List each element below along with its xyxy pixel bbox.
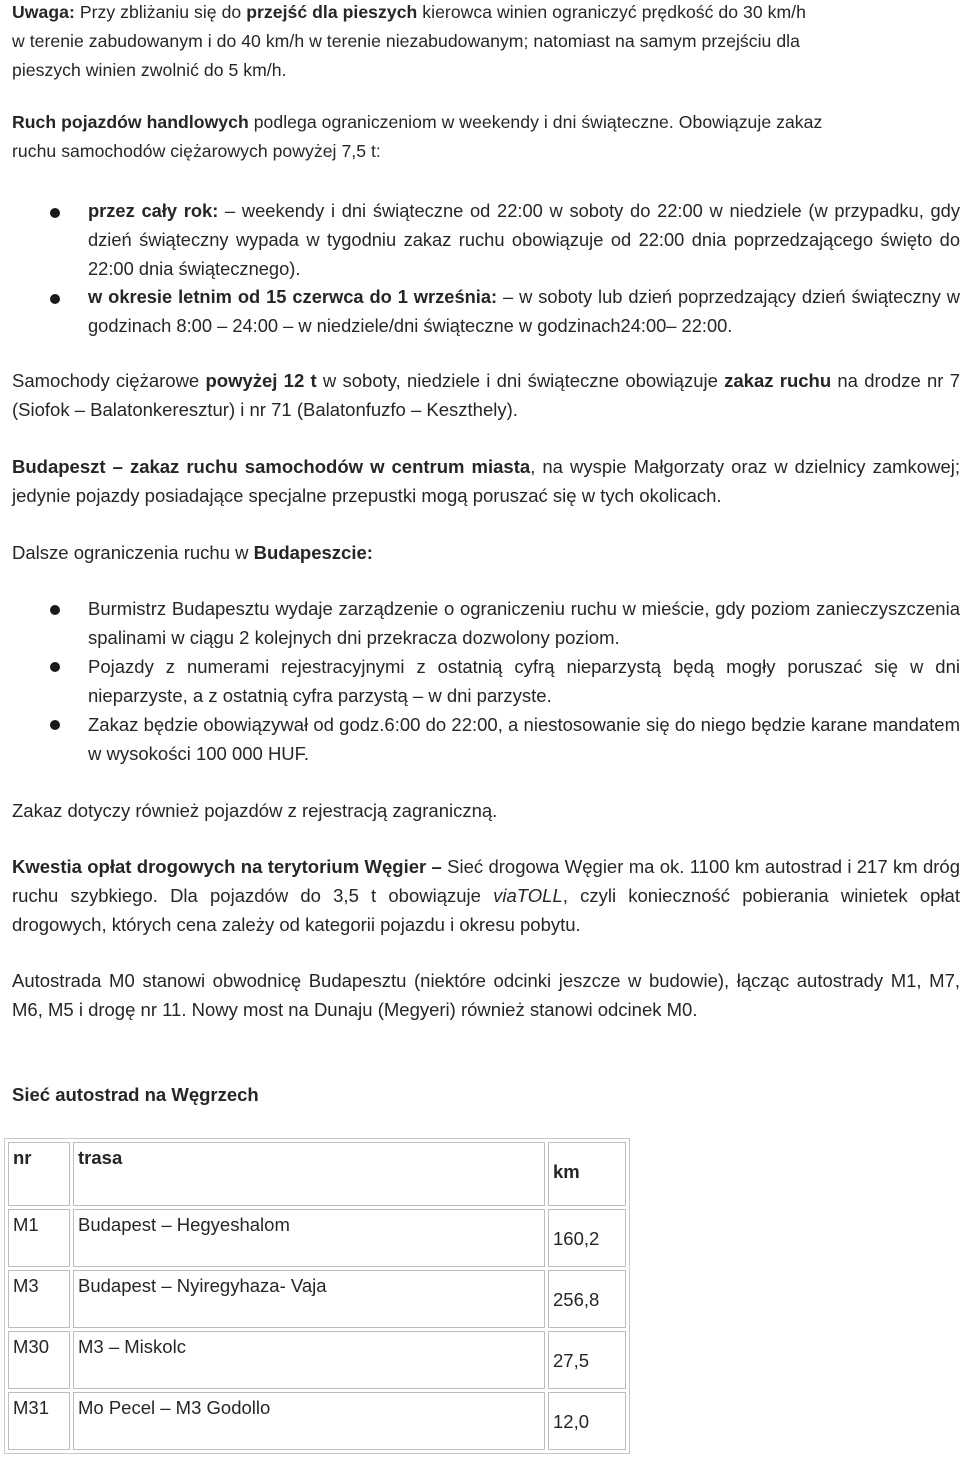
further-restrictions-heading: Dalsze ograniczenia ruchu w Budapeszcie:: [12, 542, 373, 563]
note-lead: Uwaga:: [12, 2, 75, 22]
table-row: [8, 1331, 626, 1389]
motorway-network-heading: Sieć autostrad na Węgrzech: [12, 1084, 259, 1105]
table-cell-route: M3 – Miskolc: [73, 1331, 545, 1389]
bullet-icon: [50, 720, 60, 730]
motorway-table: [4, 1138, 630, 1454]
bullet-icon: [50, 605, 60, 615]
table-cell-nr: M30: [8, 1331, 70, 1389]
bullet-icon: [50, 208, 60, 218]
bullet-icon: [50, 294, 60, 304]
column-header-route: trasa: [73, 1142, 545, 1206]
foreign-vehicles-note: Zakaz dotyczy również pojazdów z rejestracją zagraniczną.: [12, 800, 498, 821]
bullet-icon: [50, 662, 60, 672]
table-cell-km: 160,2: [548, 1209, 626, 1267]
budapest-paragraph: Budapeszt – zakaz ruchu samochodów w centrum miasta, na wyspie Małgorzaty oraz w dzielnicy zamkowej; jedynie pojazdy posiadające specjalne przepustki mogą poruszać się w tych okolicach.: [12, 456, 960, 506]
table-header-row: [8, 1142, 626, 1206]
list-item: przez cały rok: – weekendy i dni świąteczne od 22:00 w soboty do 22:00 w niedziele (w przypadku, gdy dzień świąteczny wypada w tygodniu zakaz ruchu obowiązuje od 22:00 dnia poprzedzającego święto do 22:00 dnia świątecznego).: [88, 200, 960, 279]
table-cell-route: Budapest – Nyiregyhaza- Vaja: [73, 1270, 545, 1328]
list-item: Zakaz będzie obowiązywał od godz.6:00 do 22:00, a niestosowanie się do niego będzie karane mandatem w wysokości 100 000 HUF.: [88, 714, 960, 764]
table-row: [8, 1392, 626, 1450]
list-item: w okresie letnim od 15 czerwca do 1 września: – w soboty lub dzień poprzedzający dzień świąteczny w godzinach 8:00 – 24:00 – w niedziele/dni świąteczne w godzinach24:00– 22:00.: [88, 286, 960, 336]
trucks-paragraph: Samochody ciężarowe powyżej 12 t w soboty, niedziele i dni świąteczne obowiązuje zakaz ruchu na drodze nr 7 (Siofok – Balatonkeresztur) i nr 71 (Balatonfuzfo – Keszthely).: [12, 370, 960, 420]
table-cell-km: 256,8: [548, 1270, 626, 1328]
table-cell-nr: M1: [8, 1209, 70, 1267]
list-item: Burmistrz Budapesztu wydaje zarządzenie o ograniczeniu ruchu w mieście, gdy poziom zanieczyszczenia spalinami w ciągu 2 kolejnych dni przekracza dozwolony poziom.: [88, 598, 960, 648]
m0-paragraph: Autostrada M0 stanowi obwodnicę Budapesztu (niektóre odcinki jeszcze w budowie), łącząc autostrady M1, M7, M6, M5 i drogę nr 11. Nowy most na Dunaju (Megyeri) również stanowi odcinek M0.: [12, 970, 960, 1020]
table-cell-route: Mo Pecel – M3 Godollo: [73, 1392, 545, 1450]
table-cell-nr: M31: [8, 1392, 70, 1450]
table-row: [8, 1270, 626, 1328]
pedestrian-note: Uwaga: Przy zbliżaniu się do przejść dla pieszych kierowca winien ograniczyć prędkość do 30 km/h w terenie zabudowanym i do 40 km/h w terenie niezabudowanym; natomiast na samym przejściu dla pieszych winien zwolnić do 5 km/h.: [12, 2, 806, 80]
column-header-nr: nr: [8, 1142, 70, 1206]
table-cell-km: 27,5: [548, 1331, 626, 1389]
list-item: Pojazdy z numerami rejestracyjnymi z ostatnią cyfrą nieparzystą będą mogły poruszać się w dni nieparzyste, a z ostatnią cyfra parzystą – w dni parzyste.: [88, 656, 960, 706]
table-cell-km: 12,0: [548, 1392, 626, 1450]
tolls-paragraph: Kwestia opłat drogowych na terytorium Węgier – Sieć drogowa Węgier ma ok. 1100 km autostrad i 217 km dróg ruchu szybkiego. Dla pojazdów do 3,5 t obowiązuje viaTOLL, czyli konieczność pobierania winietek opłat drogowych, których cena zależy od kategorii pojazdu i okresu pobytu.: [12, 856, 960, 935]
table-row: [8, 1209, 626, 1267]
column-header-km: km: [548, 1142, 626, 1206]
commercial-traffic-paragraph: Ruch pojazdów handlowych podlega ograniczeniom w weekendy i dni świąteczne. Obowiązuje zakaz ruchu samochodów ciężarowych powyżej 7,5 t:: [12, 112, 823, 161]
table-cell-route: Budapest – Hegyeshalom: [73, 1209, 545, 1267]
table-cell-nr: M3: [8, 1270, 70, 1328]
